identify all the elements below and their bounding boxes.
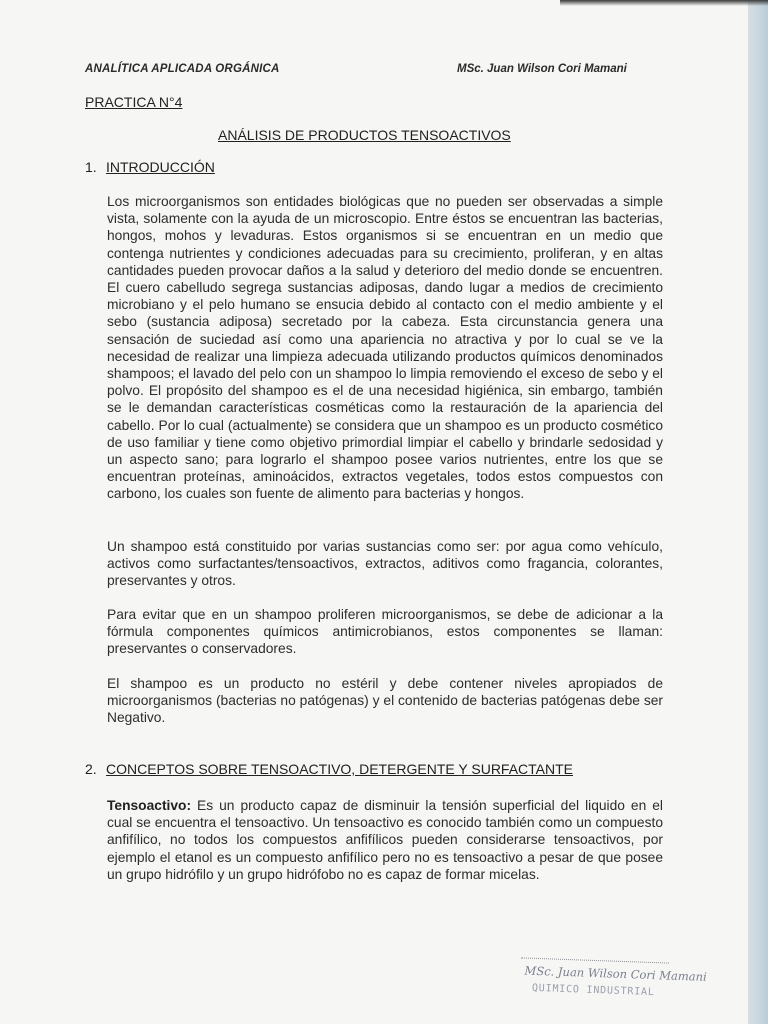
intro-paragraph-3: Para evitar que en un shampoo proliferen microorganismos, se debe de adicionar a la fórmula componentes químicos antimicrobianos, estos componentes se llaman: preservantes o conservadores. [107, 607, 663, 657]
section-number: 2. [85, 761, 97, 777]
signature-stamp [519, 955, 707, 1020]
stamp-dotted-line [521, 957, 669, 963]
section-title: INTRODUCCIÓN [106, 159, 215, 175]
definition-paragraph [107, 797, 663, 883]
header-author: MSc. Juan Wilson Cori Mamani [457, 63, 627, 75]
intro-paragraph-4: El shampoo es un producto no estéril y debe contener niveles apropiados de microorganismos (bacterias no patógenas) y el contenido de bacterias patógenas debe ser Negativo. [107, 676, 663, 726]
intro-paragraph-1: Los microorganismos son entidades biológicas que no pueden ser observadas a simple vista, solamente con la ayuda de un microscopio. Entre éstos se encuentran las bacterias, hongos, mohos y levaduras. Estos organismos si se encuentran en un medio que contenga nutrientes y condiciones adecuadas para su crecimiento, proliferan, y en altas cantidades pueden provocar daños a la salud y deterioro del medio donde se encuentren. El cuero cabelludo segrega sustancias adiposas, dando lugar a medios de crecimiento microbiano y el pelo humano se ensucia debido al contacto con el medio ambiente y el sebo (sustancia adiposa) secretado por la cabeza. Esta circunstancia genera una sensación de suciedad así como una apariencia no atractiva y por lo cual se ve la necesidad de realizar una limpieza adecuada utilizando productos químicos denominados shampoos; el lavado del pelo con un shampoo lo limpia removiendo el exceso de sebo y el polvo. El propósito del shampoo es el de una necesidad higiénica, sin embargo, también se le demandan características cosméticas como la restauración de la apariencia del cabello. Por lo cual (actualmente) se considera que un shampoo es un producto cosmético de uso familiar y tiene como objetivo primordial limpiar el cabello y brindarle sedosidad y un aspecto sano; para lograrlo el shampoo posee varios nutrientes, entre los que se encuentran proteínas, aminoácidos, extractos vegetales, todos estos compuestos con carbono, los cuales son fuente de alimento para bacterias y hongos. [107, 194, 663, 502]
practice-label: PRACTICA N°4 [85, 94, 183, 110]
section-heading-2 [85, 761, 573, 777]
scan-edge-top [560, 0, 768, 6]
definition-term: Tensoactivo: [107, 798, 192, 813]
stamp-title: QUIMICO INDUSTRIAL [531, 982, 655, 999]
section-number: 1. [85, 159, 97, 175]
section-title: CONCEPTOS SOBRE TENSOACTIVO, DETERGENTE Y SURFACTANTE [106, 761, 574, 777]
header-course: ANALÍTICA APLICADA ORGÁNICA [85, 63, 280, 75]
intro-paragraph-2: Un shampoo está constituido por varias sustancias como ser: por agua como vehículo, activos como surfactantes/tensoactivos, extractos, aditivos como fragancia, colorantes, preservantes y otros. [107, 539, 663, 589]
definition-text: Es un producto capaz de disminuir la tensión superficial del liquido en el cual se encuentra el tensoactivo. Un tensoactivo es conocido también como un compuesto anfifílico, no todos los compuestos anfifílicos pueden considerarse tensoactivos, por ejemplo el etanol es un compuesto anfifílico pero no es tensoactivo a pesar de que posee un grupo hidrófilo y un grupo hidrófobo no es capaz de formar micelas. [107, 798, 663, 882]
section-heading-1 [85, 159, 215, 175]
document-title: ANÁLISIS DE PRODUCTOS TENSOACTIVOS [218, 127, 511, 143]
stamp-name: MSc. Juan Wilson Cori Mamani [524, 963, 707, 984]
scan-edge-right [748, 0, 768, 1024]
